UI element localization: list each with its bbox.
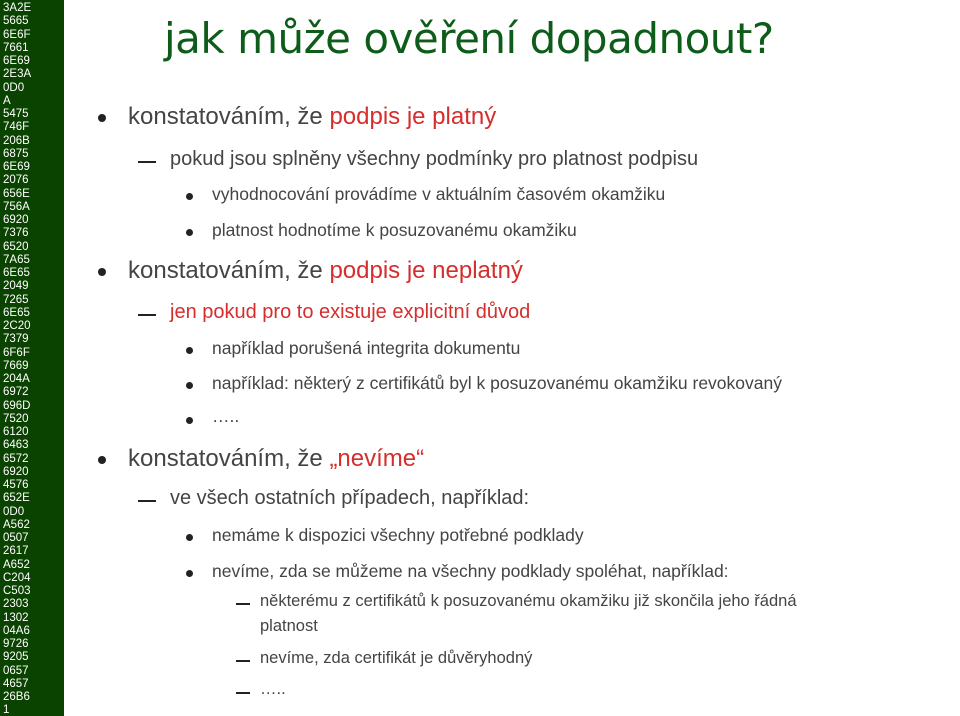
bullet-dot: [98, 456, 106, 464]
bullet-1: [128, 103, 496, 131]
bullet-3-deep-2: nevíme, zda certifikát je důvěryhodný: [260, 649, 533, 667]
sidebar-code: 2303: [3, 598, 29, 611]
sidebar-code: 6463: [3, 439, 29, 452]
sidebar-code: 9726: [3, 638, 29, 650]
dash-marker: [236, 660, 250, 662]
sidebar-code: 6E6F: [3, 28, 31, 41]
sidebar-code: A: [3, 94, 11, 107]
sidebar-code: 6875: [3, 147, 29, 160]
bullet-2-highlight: podpis je neplatný: [329, 257, 523, 284]
bullet-3-prefix: konstatováním, že: [128, 445, 330, 472]
bullet-1-item-1: vyhodnocování provádíme v aktuálním časovém okamžiku: [212, 184, 666, 204]
sidebar-code: 652E: [3, 492, 30, 505]
sidebar-code: 2E3A: [3, 68, 32, 81]
sidebar-code: 9205: [3, 651, 29, 664]
bullet-3-item-2: nevíme, zda se můžeme na všechny podklady spoléhat, například:: [212, 561, 729, 581]
sidebar-code: 7669: [3, 359, 29, 372]
sidebar-code: 2617: [3, 545, 29, 558]
sidebar-code: 7265: [3, 293, 29, 306]
slide-title: jak může ověření dopadnout?: [164, 14, 774, 63]
dash-marker: [236, 692, 250, 694]
dash-marker: [138, 500, 156, 502]
bullet-1-highlight: podpis je platný: [329, 103, 497, 130]
sidebar-code: 26B6: [3, 691, 30, 703]
sidebar-code: 1302: [3, 611, 29, 624]
sidebar-code: 6E69: [3, 161, 30, 173]
bullet-3-highlight: „nevíme“: [329, 445, 425, 472]
sidebar-code: 6920: [3, 465, 29, 478]
bullet-1-prefix: konstatováním, že: [128, 103, 330, 130]
bullet-3-sub: ve všech ostatních případech, například:: [170, 487, 530, 509]
bullet-3-deep-1-cont: platnost: [260, 617, 318, 635]
sidebar-code: 0657: [3, 664, 29, 677]
sidebar-code: 2076: [3, 174, 29, 187]
sidebar-code: A562: [3, 518, 30, 531]
bullet-3-item-1: nemáme k dispozici všechny potřebné podklady: [212, 525, 584, 545]
bullet-dot: [98, 268, 106, 276]
sidebar-code: 756A: [3, 200, 30, 213]
sidebar-code: 206B: [3, 134, 30, 147]
bullet-dot: [98, 114, 106, 122]
bullet-dot: [186, 347, 193, 354]
sidebar-code: 6E65: [3, 306, 30, 319]
sidebar-code: 6972: [3, 386, 29, 399]
bullet-dot: [186, 534, 193, 541]
sidebar-code-strip: [0, 0, 64, 716]
sidebar-code: 5665: [3, 15, 29, 28]
bullet-3: [128, 445, 424, 473]
sidebar-code: 0D0: [3, 505, 25, 518]
sidebar-code: 2049: [3, 280, 29, 293]
sidebar-code: 6572: [3, 452, 29, 465]
dash-marker: [138, 161, 156, 163]
sidebar-code: 0507: [3, 532, 29, 544]
sidebar-code: 204A: [3, 373, 30, 385]
sidebar-code: 6120: [3, 426, 29, 438]
sidebar-code: 6920: [3, 214, 29, 226]
bullet-dot: [186, 382, 193, 389]
sidebar-code: 6520: [3, 240, 29, 253]
sidebar-code: 696D: [3, 399, 31, 412]
sidebar-code: 746F: [3, 121, 30, 134]
sidebar-code: 656E: [3, 187, 30, 200]
sidebar-code: C503: [3, 585, 31, 597]
bullet-2: [128, 257, 523, 285]
sidebar-code: 7379: [3, 333, 29, 346]
dash-marker: [236, 603, 250, 605]
sidebar-code: 6E65: [3, 267, 30, 279]
bullet-2-item-2: například: některý z certifikátů byl k posuzovanému okamžiku revokovaný: [212, 373, 782, 393]
sidebar-code: 4657: [3, 677, 29, 690]
sidebar-code: 4576: [3, 479, 29, 491]
bullet-dot: [186, 193, 193, 200]
sidebar-code: 1: [3, 704, 10, 716]
sidebar-code: A652: [3, 558, 30, 571]
sidebar-code: 7A65: [3, 253, 30, 266]
sidebar-code: C204: [3, 571, 31, 584]
bullet-3-deep-1: některému z certifikátů k posuzovanému okamžiku již skončila jeho řádná: [260, 592, 797, 610]
sidebar-code: 7520: [3, 412, 29, 425]
sidebar-code: 5475: [3, 108, 29, 120]
sidebar-code: 7376: [3, 227, 29, 240]
bullet-2-item-1: například porušená integrita dokumentu: [212, 338, 521, 358]
sidebar-code: 7661: [3, 41, 29, 54]
bullet-2-item-3: …..: [212, 406, 240, 426]
bullet-dot: [186, 417, 193, 424]
bullet-2-prefix: konstatováním, že: [128, 257, 330, 284]
bullet-dot: [186, 570, 193, 577]
bullet-1-sub: pokud jsou splněny všechny podmínky pro platnost podpisu: [170, 148, 699, 170]
sidebar-code: 04A6: [3, 624, 30, 637]
bullet-1-item-2: platnost hodnotíme k posuzovanému okamžiku: [212, 220, 577, 240]
sidebar-code: 0D0: [3, 81, 25, 94]
dash-marker: [138, 314, 156, 316]
bullet-2-sub: jen pokud pro to existuje explicitní důvod: [170, 301, 531, 323]
bullet-3-deep-3: …..: [260, 680, 286, 698]
sidebar-code: 6F6F: [3, 346, 30, 359]
bullet-dot: [186, 229, 193, 236]
sidebar-code: 6E69: [3, 55, 30, 67]
sidebar-code: 3A2E: [3, 2, 32, 14]
sidebar-code: 2C20: [3, 320, 31, 332]
